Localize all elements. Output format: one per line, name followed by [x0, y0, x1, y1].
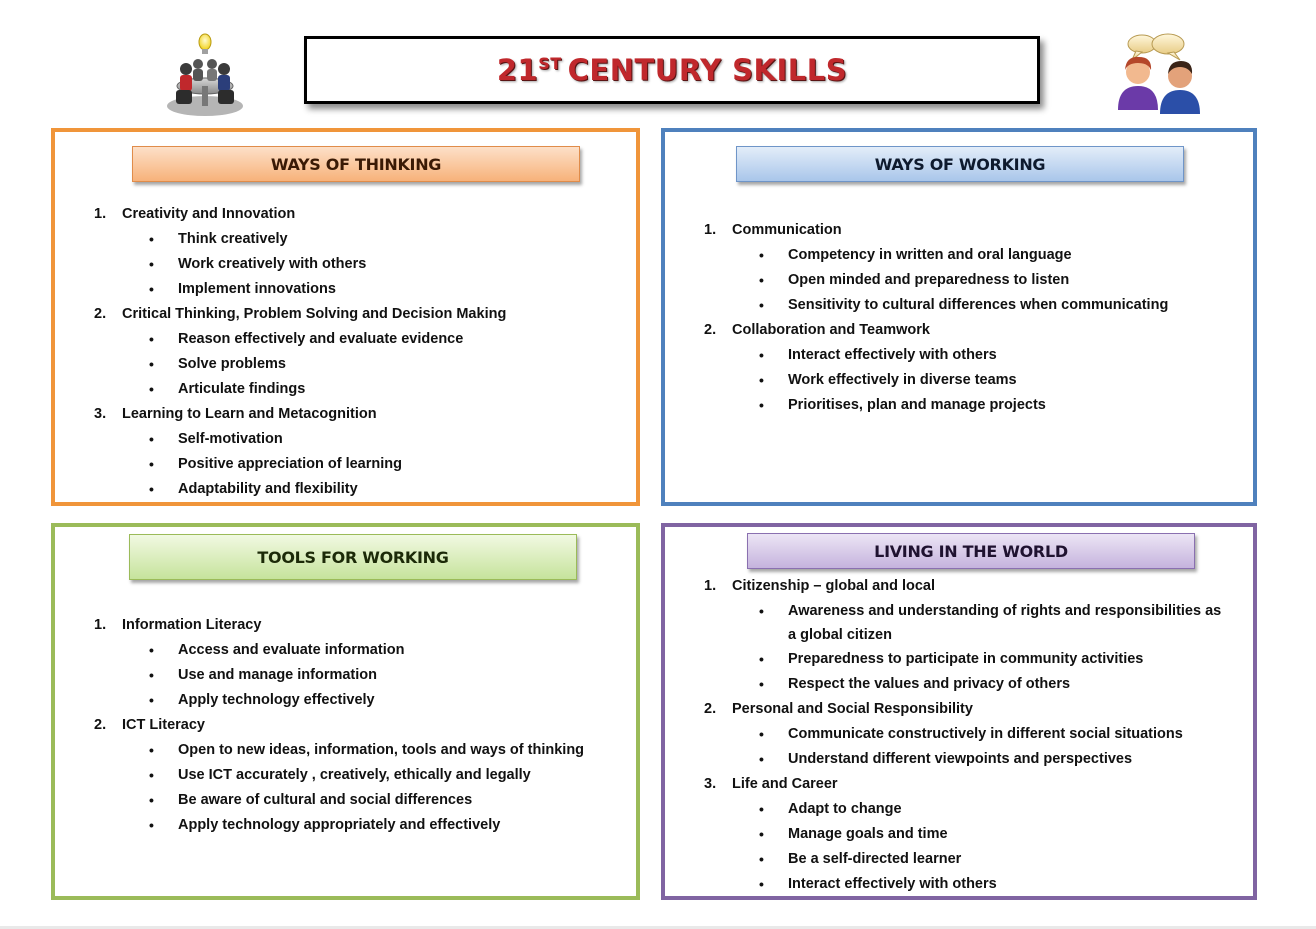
bullet-icon: •	[759, 726, 764, 742]
list-item: • Work creatively with others	[55, 252, 636, 277]
list-item: • Respect the values and privacy of others	[665, 672, 1253, 697]
list-item: • Reason effectively and evaluate evidence	[55, 327, 636, 352]
living-in-the-world-list	[665, 574, 1253, 897]
category-item: 1. Communication	[704, 222, 842, 238]
bullet-icon: •	[149, 456, 154, 472]
bullet-icon: •	[759, 826, 764, 842]
category-item: 2. Collaboration and Teamwork	[704, 322, 930, 338]
tools-for-working-header: TOOLS FOR WORKING	[129, 534, 577, 580]
list-item: • Implement innovations	[55, 277, 636, 302]
list-item: • Preparedness to participate in community activities	[665, 647, 1253, 672]
bullet-icon: •	[759, 347, 764, 363]
bullet-icon: •	[149, 742, 154, 758]
list-item: • Understand different viewpoints and perspectives	[665, 747, 1253, 772]
bullet-icon: •	[149, 231, 154, 247]
ways-of-thinking-header: WAYS OF THINKING	[132, 146, 580, 182]
list-item: • Apply technology appropriately and effectively	[55, 813, 636, 838]
list-item: • Open to new ideas, information, tools and ways of thinking	[55, 738, 636, 763]
list-item: • Interact effectively with others	[665, 872, 1253, 897]
list-item: • Communicate constructively in different social situations	[665, 722, 1253, 747]
bullet-icon: •	[759, 751, 764, 767]
category-item: 3. Learning to Learn and Metacognition	[94, 406, 377, 422]
list-item: • Articulate findings	[55, 377, 636, 402]
ways-of-working-header: WAYS OF WORKING	[736, 146, 1184, 182]
bullet-icon: •	[149, 356, 154, 372]
list-item: • Awareness and understanding of rights and responsibilities as a global citizen	[665, 599, 1253, 647]
bullet-icon: •	[149, 792, 154, 808]
bullet-icon: •	[149, 381, 154, 397]
bullet-icon: •	[759, 876, 764, 892]
bullet-icon: •	[759, 397, 764, 413]
category-item: 1. Creativity and Innovation	[94, 206, 296, 222]
bullet-icon: •	[759, 247, 764, 263]
ways-of-thinking-panel	[51, 128, 640, 506]
bullet-icon: •	[149, 692, 154, 708]
ways-of-working-panel	[661, 128, 1257, 506]
bullet-icon: •	[759, 603, 764, 619]
bullet-icon: •	[759, 651, 764, 667]
bullet-icon: •	[149, 331, 154, 347]
list-item: • Be aware of cultural and social differences	[55, 788, 636, 813]
list-item: • Access and evaluate information	[55, 638, 636, 663]
bullet-icon: •	[759, 372, 764, 388]
list-item: • Interact effectively with others	[665, 343, 1253, 368]
bullet-icon: •	[149, 431, 154, 447]
list-item: • Use and manage information	[55, 663, 636, 688]
bullet-icon: •	[759, 676, 764, 692]
team-meeting-icon	[162, 26, 248, 118]
category-item: 2. ICT Literacy	[94, 717, 205, 733]
bullet-icon: •	[759, 272, 764, 288]
list-item: • Adaptability and flexibility	[55, 477, 636, 502]
list-item: • Manage goals and time	[665, 822, 1253, 847]
living-in-the-world-header: LIVING IN THE WORLD	[747, 533, 1195, 569]
ways-of-working-list	[665, 218, 1253, 418]
category-item: 2. Critical Thinking, Problem Solving and Decision Making	[94, 306, 507, 322]
bullet-icon: •	[149, 667, 154, 683]
list-item: • Sensitivity to cultural differences when communicating	[665, 293, 1253, 318]
bullet-icon: •	[149, 281, 154, 297]
bullet-icon: •	[149, 256, 154, 272]
bullet-icon: •	[759, 801, 764, 817]
bullet-icon: •	[149, 767, 154, 783]
page-title: 21ST CENTURY SKILLS	[496, 53, 848, 87]
list-item: • Work effectively in diverse teams	[665, 368, 1253, 393]
bullet-icon: •	[759, 297, 764, 313]
list-item: • Solve problems	[55, 352, 636, 377]
list-item: • Prioritises, plan and manage projects	[665, 393, 1253, 418]
bullet-icon: •	[149, 817, 154, 833]
category-item: 2. Personal and Social Responsibility	[704, 701, 973, 717]
bullet-icon: •	[149, 642, 154, 658]
list-item: • Self-motivation	[55, 427, 636, 452]
tools-for-working-panel	[51, 523, 640, 900]
living-in-the-world-panel	[661, 523, 1257, 900]
list-item: • Apply technology effectively	[55, 688, 636, 713]
ways-of-thinking-list	[55, 202, 636, 502]
list-item: • Open minded and preparedness to listen	[665, 268, 1253, 293]
tools-for-working-list	[55, 613, 636, 838]
bullet-icon: •	[759, 851, 764, 867]
list-item: • Think creatively	[55, 227, 636, 252]
category-item: 1. Information Literacy	[94, 617, 262, 633]
list-item: • Adapt to change	[665, 797, 1253, 822]
category-item: 1. Citizenship – global and local	[704, 578, 936, 594]
list-item: • Competency in written and oral language	[665, 243, 1253, 268]
conversation-icon	[1108, 30, 1216, 114]
list-item: • Use ICT accurately , creatively, ethically and legally	[55, 763, 636, 788]
title-banner	[304, 36, 1040, 104]
category-item: 3. Life and Career	[704, 776, 838, 792]
list-item: • Positive appreciation of learning	[55, 452, 636, 477]
list-item: • Be a self-directed learner	[665, 847, 1253, 872]
bullet-icon: •	[149, 481, 154, 497]
